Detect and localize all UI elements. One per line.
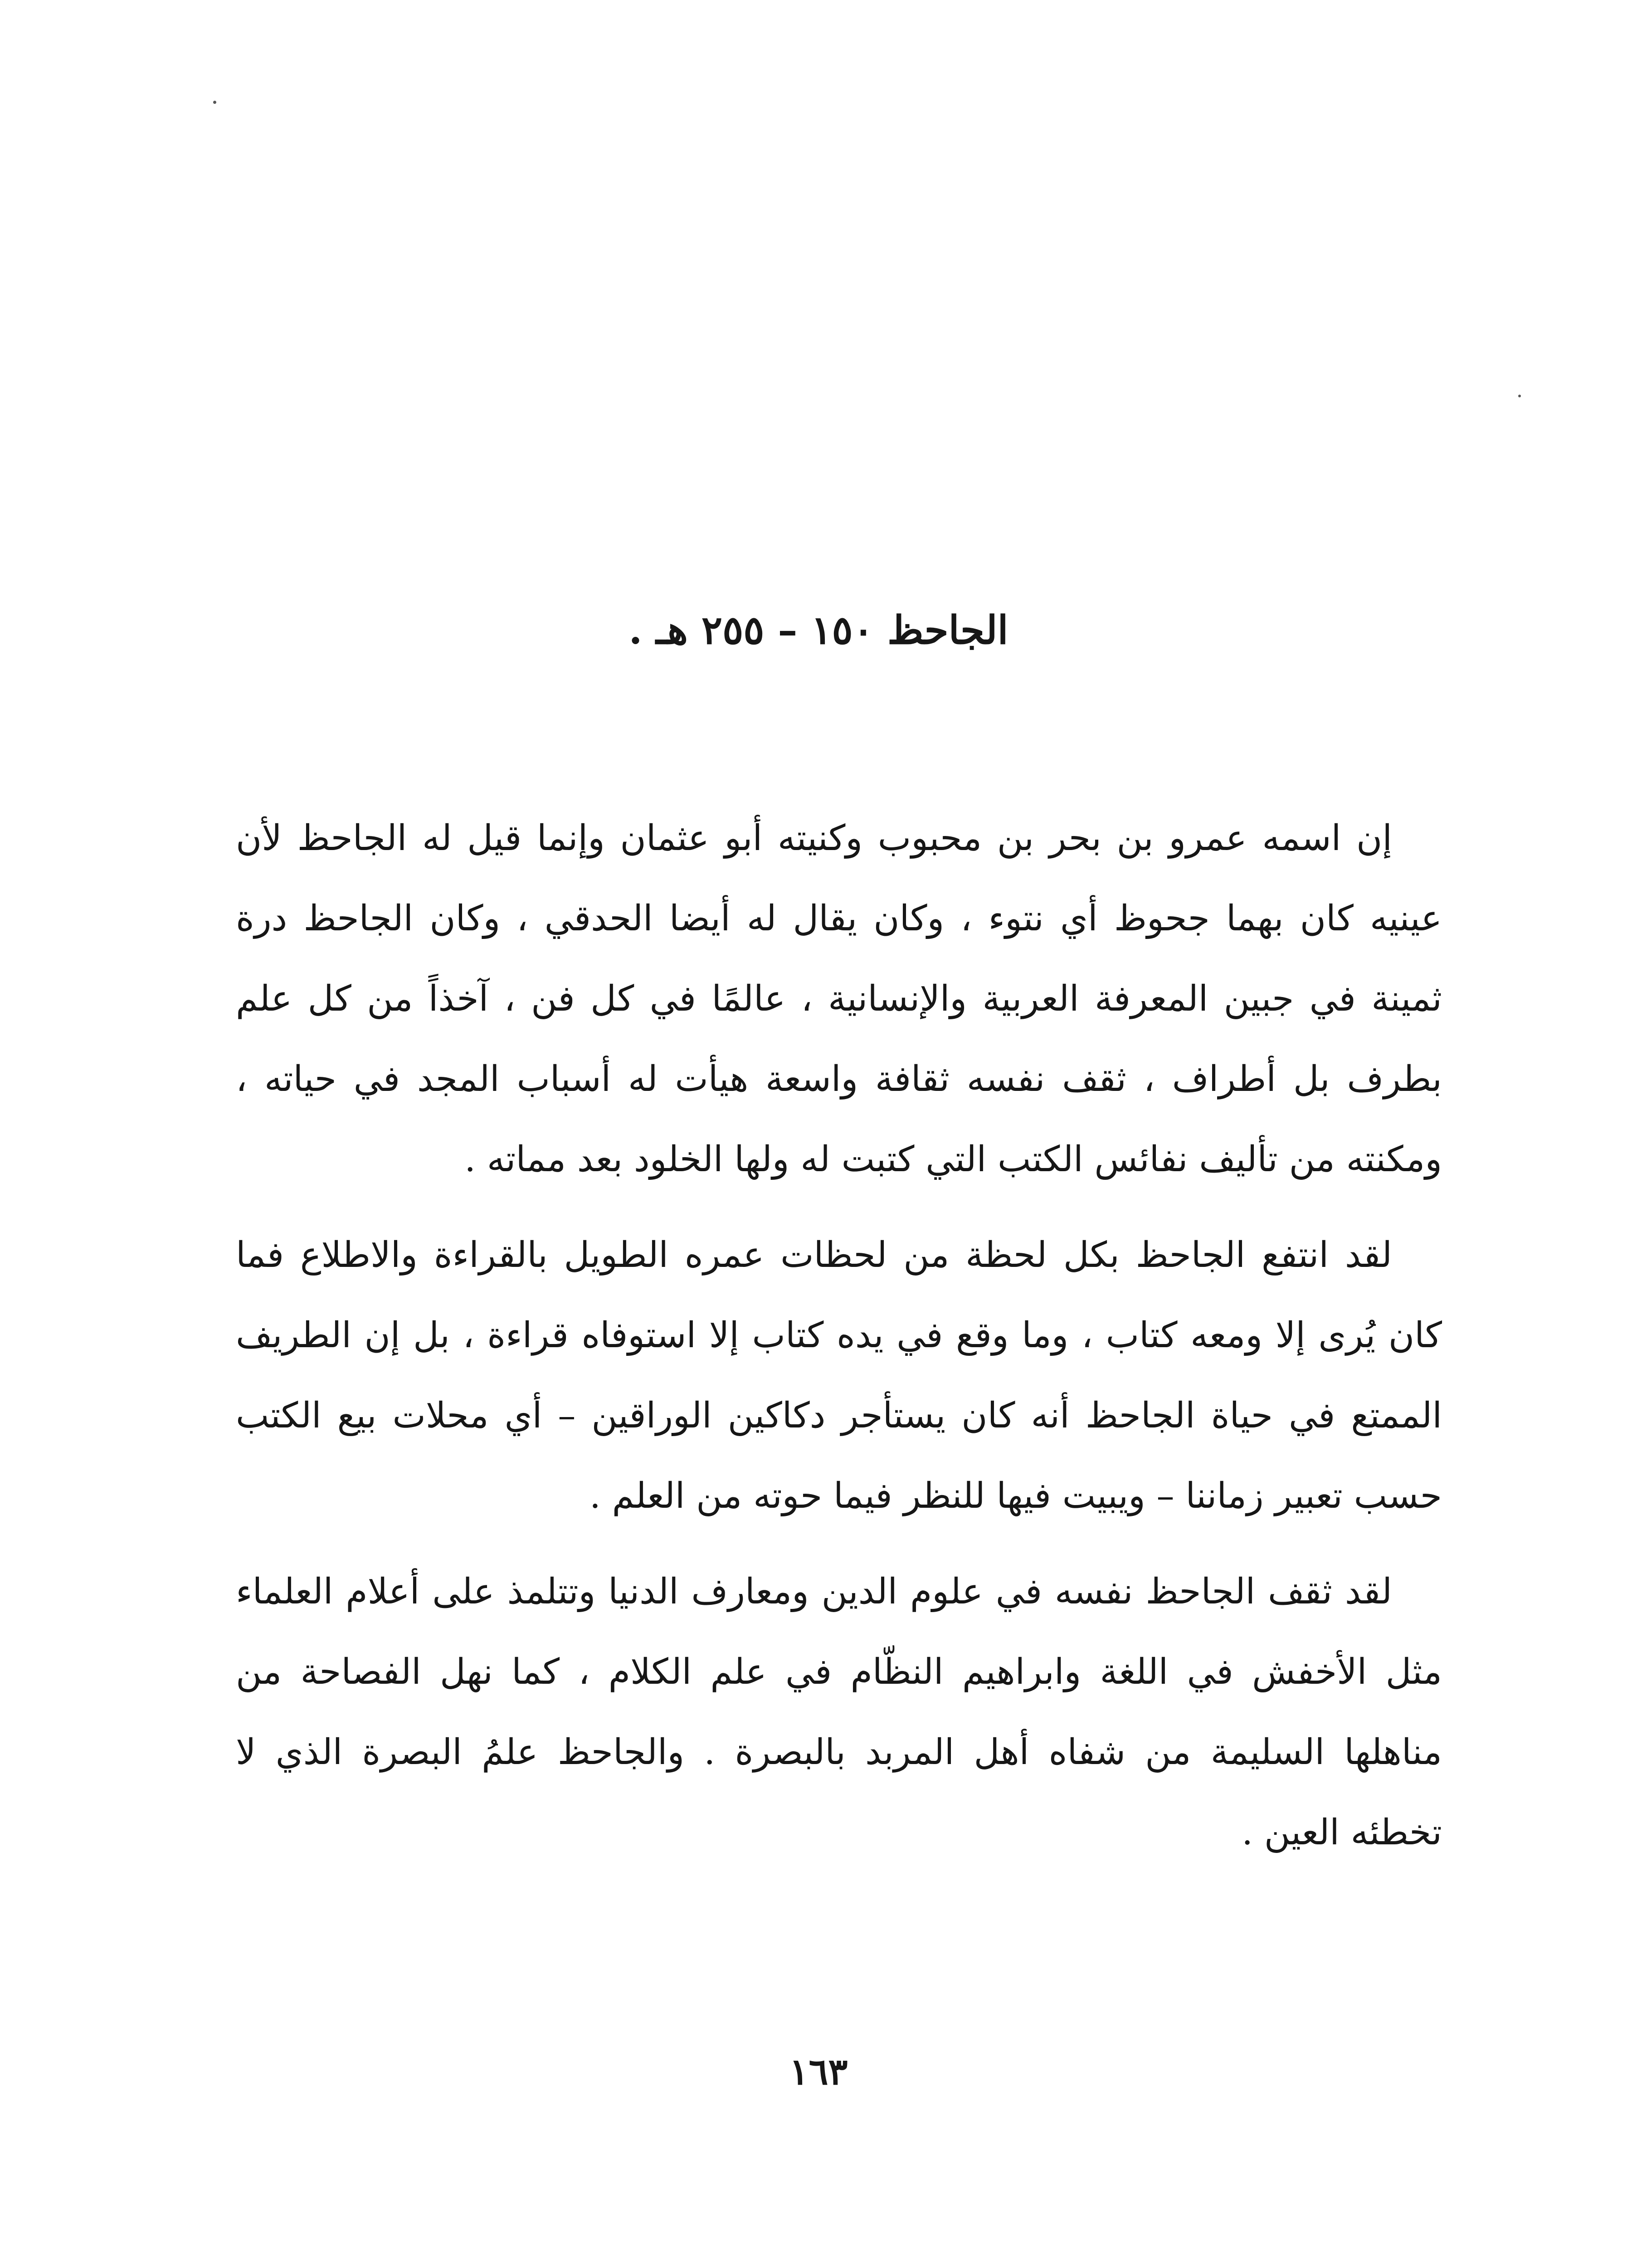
scan-speck [213,101,216,104]
scan-speck [1518,395,1521,397]
paragraph-2: لقد انتفع الجاحظ بكل لحظة من لحظات عمره الطويل بالقراءة والاطلاع فما كان يُرى إلا ومعه كتاب ، وما وقع في يده كتاب إلا استوفاه قراءة ، بل إن الطريف الممتع في حياة الجاحظ أنه كان يستأجر دكاكين الوراقين – أي محلات بيع الكتب حسب تعبير زماننا – ويبيت فيها للنظر فيما حوته من العلم . [236,1235,1442,1516]
page-number: ١٦٣ [789,2050,848,2093]
page-title: الجاحظ ١٥٠ – ٢٥٥ هـ . [628,607,1009,653]
body-text [236,798,1442,1888]
paragraph-1: إن اسمه عمرو بن بحر بن محبوب وكنيته أبو عثمان وإنما قيل له الجاحظ لأن عينيه كان بهما جحوظ أي نتوء ، وكان يقال له أيضا الحدقي ، وكان الجاحظ درة ثمينة في جبين المعرفة العربية والإنسانية ، عالمًا في كل فن ، آخذاً من كل علم بطرف بل أطراف ، ثقف نفسه ثقافة واسعة هيأت له أسباب المجد في حياته ، ومكنته من تأليف نفائس الكتب التي كتبت له ولها الخلود بعد مماته . [236,818,1442,1180]
paragraph-3: لقد ثقف الجاحظ نفسه في علوم الدين ومعارف الدنيا وتتلمذ على أعلام العلماء مثل الأخفش في اللغة وابراهيم النظّام في علم الكلام ، كما نهل الفصاحة من مناهلها السليمة من شفاه أهل المربد بالبصرة . والجاحظ علمُ البصرة الذي لا تخطئه العين . [236,1571,1442,1853]
